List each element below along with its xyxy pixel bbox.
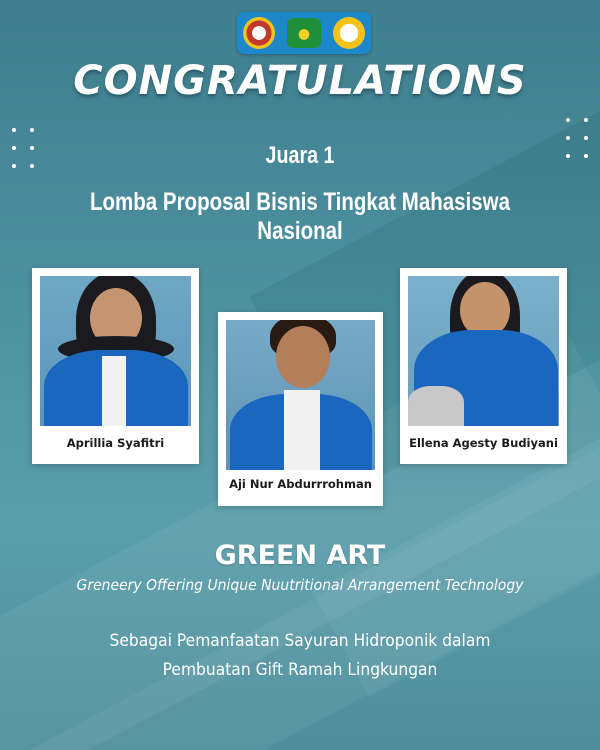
faculty-seal-icon [287, 18, 321, 48]
shirt-shape [284, 390, 320, 470]
project-description-line-1: Sebagai Pemanfaatan Sayuran Hidroponik dalam [109, 631, 491, 650]
decorative-dots-right [566, 118, 588, 158]
university-seal-icon [243, 17, 275, 49]
winner-photo-3 [408, 276, 559, 426]
logo-bar [237, 12, 371, 54]
decorative-dots-left [12, 128, 34, 168]
project-acronym: Greneery Offering Unique Nuutritional Arrangement Technology [76, 576, 524, 594]
winner-photo-1 [40, 276, 191, 426]
organization-seal-icon [333, 17, 365, 49]
shirt-shape [102, 356, 126, 426]
poster-title: CONGRATULATIONS [73, 58, 527, 104]
winner-photo-2 [226, 320, 375, 470]
face-shape [276, 326, 330, 388]
winner-card-3 [400, 268, 567, 464]
project-description-line-2: Pembuatan Gift Ramah Lingkungan [162, 660, 438, 679]
winner-name-3: Ellena Agesty Budiyani [409, 436, 558, 450]
rank-label: Juara 1 [265, 142, 335, 169]
winner-name-1: Aprillia Syafitri [66, 436, 165, 450]
winner-card-2 [218, 312, 383, 506]
winner-card-1 [32, 268, 199, 464]
pillow-shape [408, 386, 464, 426]
competition-name: Lomba Proposal Bisnis Tingkat Mahasiswa Nasional [90, 188, 510, 245]
winner-name-2: Aji Nur Abdurrrohman [229, 477, 372, 491]
project-name: GREEN ART [214, 540, 386, 571]
